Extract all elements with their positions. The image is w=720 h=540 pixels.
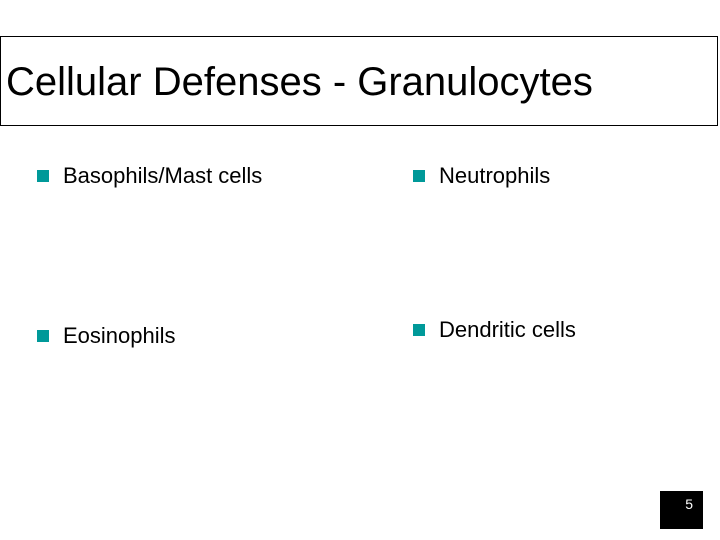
square-bullet-icon <box>37 330 49 342</box>
slide-title: Cellular Defenses - Granulocytes <box>6 60 593 104</box>
bullet-item-dendritic-cells <box>413 315 703 345</box>
bullet-text: Dendritic cells <box>439 317 576 342</box>
bullet-item-eosinophils <box>37 321 327 351</box>
slide-number: 5 <box>685 496 693 512</box>
slide-number-badge <box>660 491 703 529</box>
square-bullet-icon <box>413 324 425 336</box>
bullet-item-basophils <box>37 161 327 191</box>
bullet-text: Neutrophils <box>439 163 551 188</box>
square-bullet-icon <box>37 170 49 182</box>
bullet-item-neutrophils <box>413 161 703 191</box>
square-bullet-icon <box>413 170 425 182</box>
bullet-text: Eosinophils <box>63 323 176 348</box>
bullet-text: Basophils/Mast cells <box>63 163 263 188</box>
